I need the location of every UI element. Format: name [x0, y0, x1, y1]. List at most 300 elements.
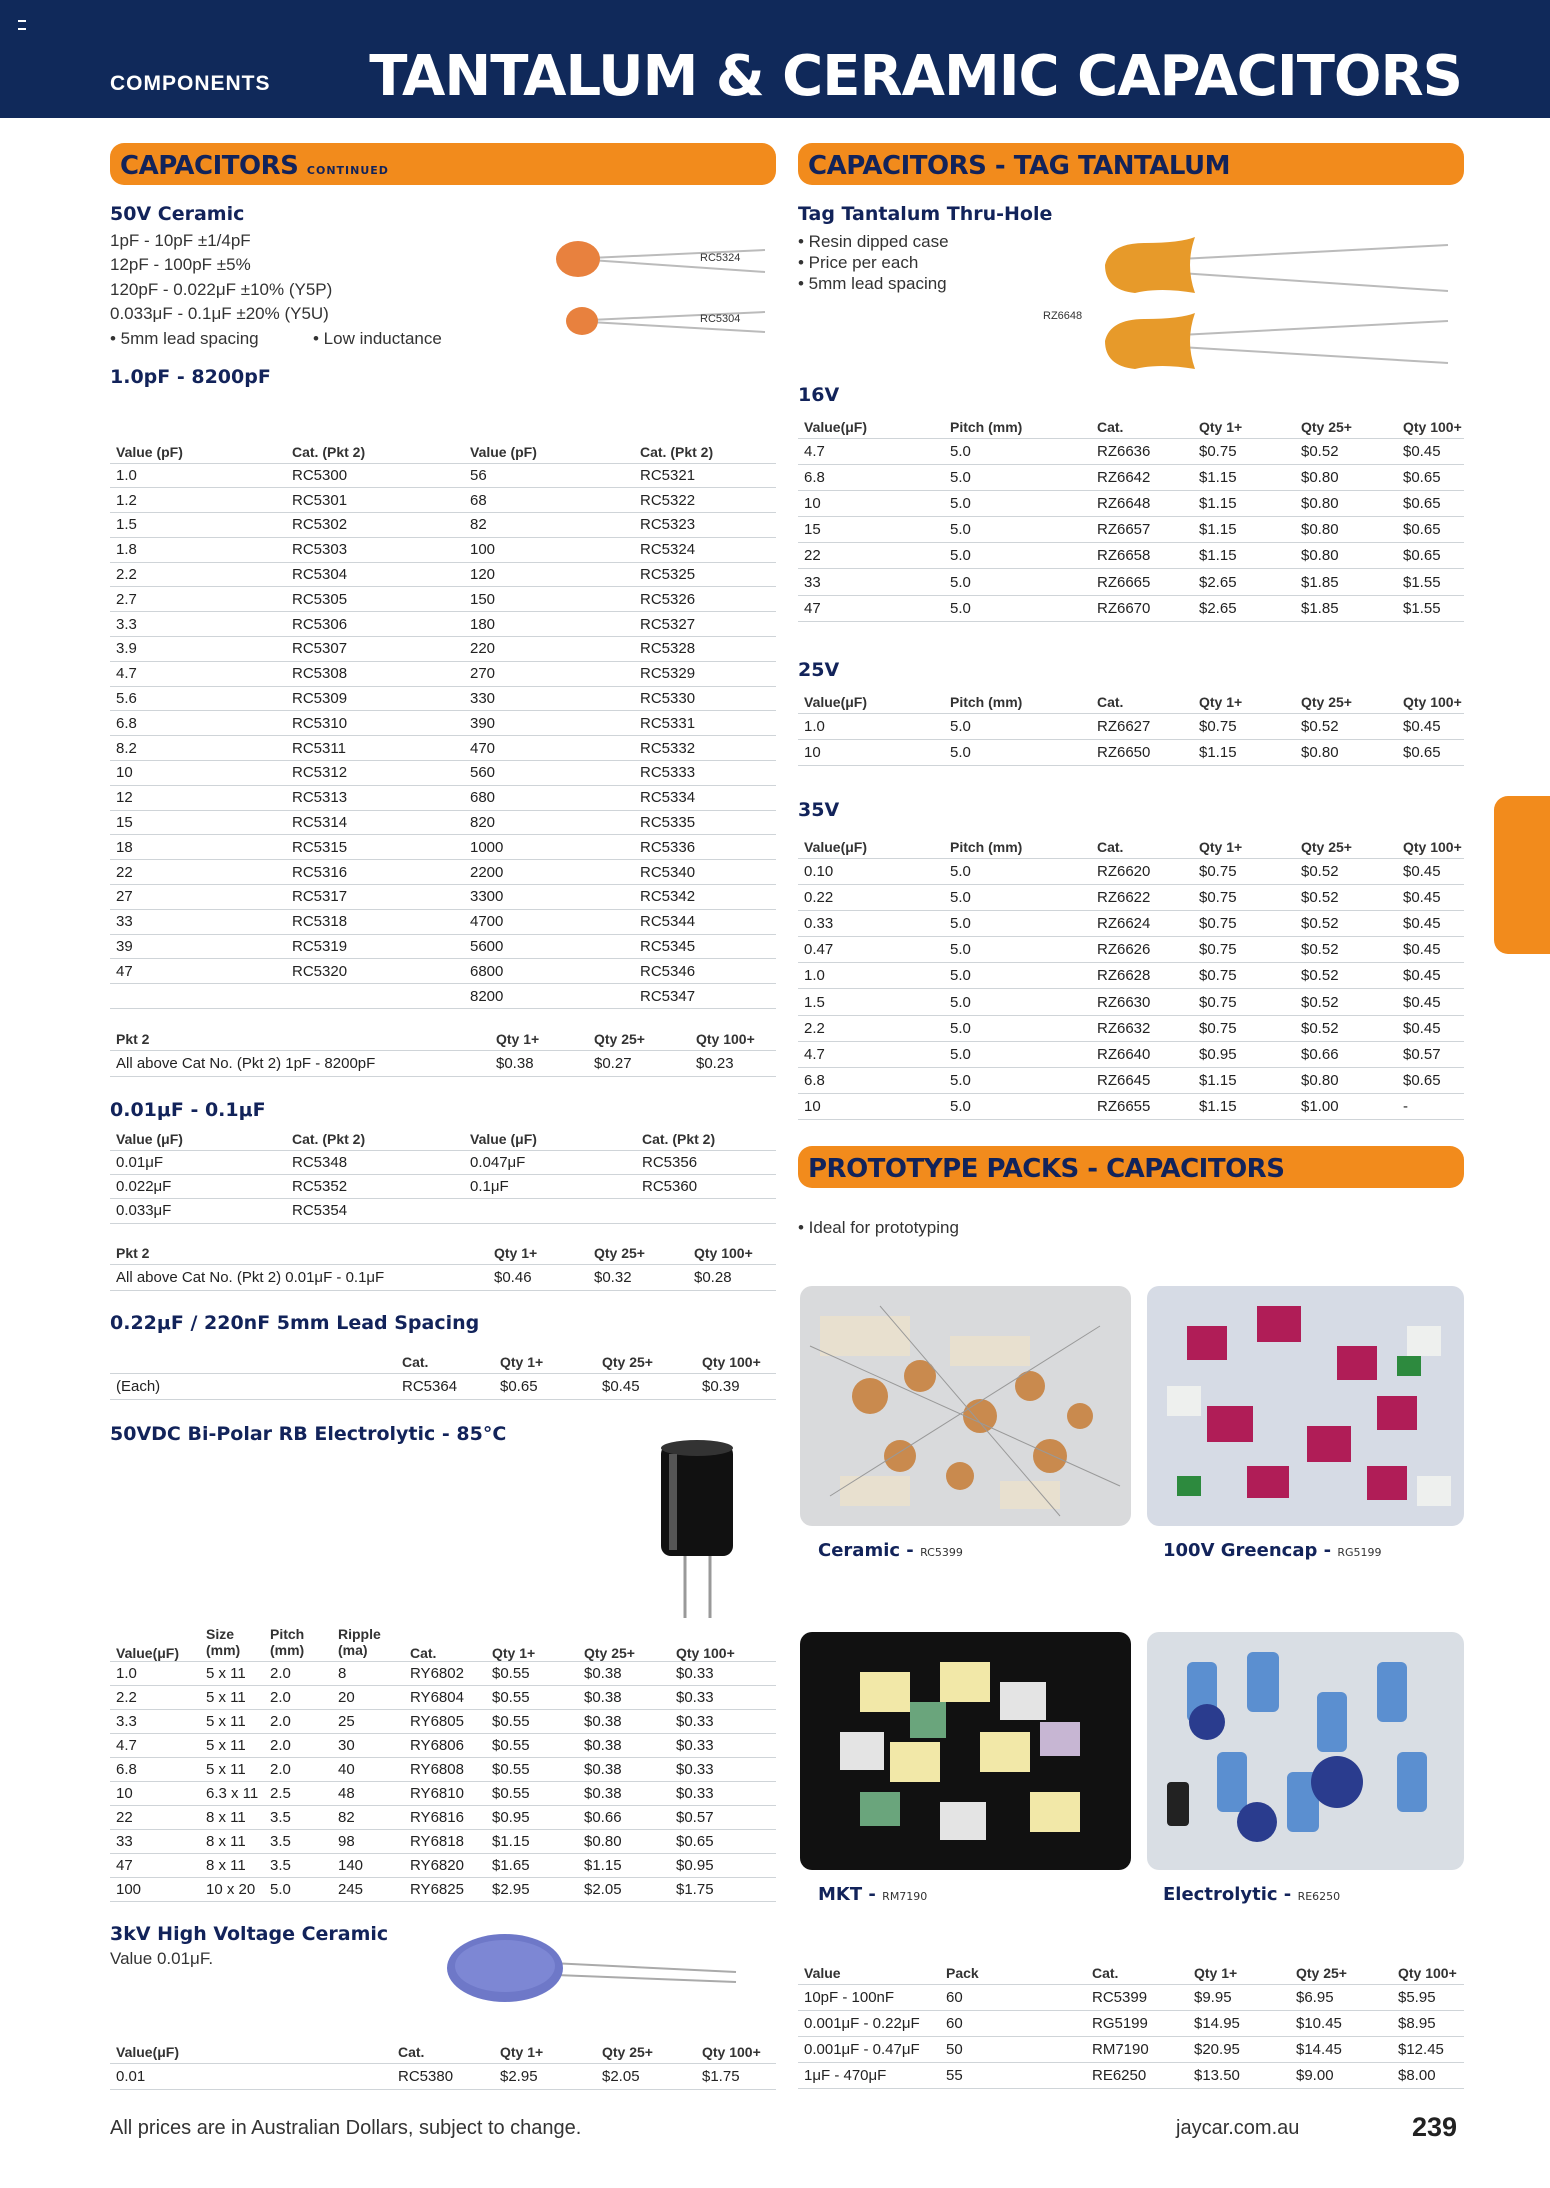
cell: $0.65	[494, 1373, 596, 1399]
table-cell: 4.7	[798, 438, 944, 464]
col-header: Qty 25+	[1295, 691, 1397, 713]
table-cell: 0.10	[798, 858, 944, 884]
table-cell: 2.2	[110, 562, 286, 587]
table-cell: $2.95	[486, 1877, 578, 1901]
table-cell: 1.5	[110, 513, 286, 538]
table-cell: 40	[332, 1757, 404, 1781]
table-cell: 3.3	[110, 1709, 200, 1733]
table-cell: 82	[332, 1805, 404, 1829]
col-header: Pitch (mm)	[944, 416, 1091, 438]
table-cell: 5600	[464, 934, 634, 959]
table-row	[110, 513, 776, 538]
price-cell: $0.38	[490, 1050, 588, 1076]
table-cell: 8 x 11	[200, 1853, 264, 1877]
table-cell: RC5314	[286, 810, 464, 835]
table-cell: $1.00	[1295, 1094, 1397, 1120]
table-cell: $12.45	[1392, 2036, 1464, 2062]
table-cell: RC5315	[286, 835, 464, 860]
table-cell: RZ6630	[1091, 989, 1193, 1015]
banner-continued: CONTINUED	[306, 164, 389, 177]
cell: $0.39	[696, 1373, 776, 1399]
table-cell: RZ6626	[1091, 937, 1193, 963]
image-label: RC5324	[700, 252, 741, 264]
table-cell: 22	[110, 860, 286, 885]
banner-prototype-packs: PROTOTYPE PACKS - CAPACITORS	[798, 1146, 1464, 1188]
col-header: Qty 100+	[690, 1028, 776, 1050]
table-cell: 3.5	[264, 1853, 332, 1877]
footer-note: All prices are in Australian Dollars, subject to change.	[110, 2117, 582, 2139]
price-cell: $0.28	[688, 1264, 776, 1290]
col-header: Qty 100+	[1397, 416, 1464, 438]
table-cell: RZ6645	[1091, 1068, 1193, 1094]
caption-name: 100V Greencap -	[1163, 1540, 1332, 1561]
table-cell: $0.55	[486, 1757, 578, 1781]
table-row	[798, 963, 1464, 989]
table-cell: 820	[464, 810, 634, 835]
table-cell: 6.8	[110, 711, 286, 736]
side-tab[interactable]	[1494, 796, 1550, 954]
price-cell: $0.46	[488, 1264, 588, 1290]
ceramic-pack-photo	[800, 1286, 1131, 1526]
image-label: RZ6648	[1043, 310, 1083, 322]
table-cell: RZ6632	[1091, 1015, 1193, 1041]
col-header: Cat. (Pkt 2)	[636, 1128, 776, 1150]
table-row	[798, 858, 1464, 884]
table-cell: 150	[464, 587, 634, 612]
table-cell: 12	[110, 785, 286, 810]
table-cell: $1.15	[578, 1853, 670, 1877]
table-cell: 47	[798, 595, 944, 621]
table-cell: RC5320	[286, 959, 464, 984]
table-cell: RC5345	[634, 934, 776, 959]
table-cell: RZ6628	[1091, 963, 1193, 989]
table-cell: 0.22	[798, 884, 944, 910]
table-cell: RC5318	[286, 909, 464, 934]
table-row	[110, 1805, 776, 1829]
table-cell: $0.52	[1295, 963, 1397, 989]
table-cell: RY6820	[404, 1853, 486, 1877]
table-cell: RC5360	[636, 1174, 776, 1198]
table-cell: 60	[940, 2010, 1086, 2036]
col-header	[110, 1351, 396, 1373]
table-cell: $2.65	[1193, 595, 1295, 621]
table-cell: 8	[332, 1661, 404, 1685]
bullet: • 5mm lead spacing	[110, 329, 259, 348]
table-cell: $0.52	[1295, 713, 1397, 739]
table-cell: $0.75	[1193, 910, 1295, 936]
col-header: Value(μF)	[798, 691, 944, 713]
table-cell: 8 x 11	[200, 1829, 264, 1853]
table-cell: RC5323	[634, 513, 776, 538]
cell: $0.45	[596, 1373, 696, 1399]
table-cell: 56	[464, 463, 634, 488]
table-cell: RC5336	[634, 835, 776, 860]
table-cell: 8200	[464, 984, 634, 1009]
table-cell: $0.38	[578, 1709, 670, 1733]
table-cell: 82	[464, 513, 634, 538]
table-cell: 39	[110, 934, 286, 959]
col-header: Qty 1+	[494, 2041, 596, 2063]
mkt-pack-photo	[800, 1632, 1131, 1870]
table-cell: 5 x 11	[200, 1757, 264, 1781]
table-row	[798, 1041, 1464, 1067]
table-cell: RZ6627	[1091, 713, 1193, 739]
table-cell: $0.55	[486, 1733, 578, 1757]
cell: RC5380	[392, 2063, 494, 2089]
table-cell: $0.45	[1397, 937, 1464, 963]
table-cell: 10	[798, 490, 944, 516]
col-header: Qty 1+	[1188, 1962, 1290, 1984]
table-row	[110, 1661, 776, 1685]
table-cell: $13.50	[1188, 2062, 1290, 2088]
table-cell: RC5307	[286, 637, 464, 662]
table-row	[110, 637, 776, 662]
table-cell: 10	[110, 761, 286, 786]
table-cell: $0.80	[1295, 490, 1397, 516]
caption-mkt	[818, 1884, 927, 1905]
heading-022uf: 0.22μF / 220nF 5mm Lead Spacing	[110, 1312, 480, 1334]
table-cell: $1.15	[1193, 1068, 1295, 1094]
table-cell: RC5333	[634, 761, 776, 786]
table-row	[798, 438, 1464, 464]
table-cell: 1.2	[110, 488, 286, 513]
col-header: Qty 25+	[578, 1623, 670, 1661]
bullet: • Resin dipped case	[798, 232, 949, 251]
table-cell: RY6808	[404, 1757, 486, 1781]
table-cell: 3.5	[264, 1829, 332, 1853]
table-cell: 5.0	[944, 989, 1091, 1015]
table-cell: RC5354	[286, 1199, 464, 1223]
table-cell: $1.75	[670, 1877, 776, 1901]
table-cell: $9.00	[1290, 2062, 1392, 2088]
table-cell: $0.55	[486, 1685, 578, 1709]
col-header: Value(μF)	[798, 416, 944, 438]
menu-icon[interactable]	[18, 20, 26, 30]
table-cell: $0.80	[1295, 739, 1397, 765]
table-cell: RY6804	[404, 1685, 486, 1709]
table-cell: 1000	[464, 835, 634, 860]
cell: $1.75	[696, 2063, 776, 2089]
table-cell: RZ6657	[1091, 517, 1193, 543]
table-row	[798, 543, 1464, 569]
table-cell: 5.0	[944, 739, 1091, 765]
price-cell: All above Cat No. (Pkt 2) 1pF - 8200pF	[110, 1050, 490, 1076]
table-cell: 60	[940, 1984, 1086, 2010]
table-cell: 5.0	[944, 1068, 1091, 1094]
table-cell: 5.0	[264, 1877, 332, 1901]
table-cell: RC5399	[1086, 1984, 1188, 2010]
table-cell: 2200	[464, 860, 634, 885]
bullet: • Price per each	[798, 253, 919, 272]
table-cell: $0.80	[1295, 1068, 1397, 1094]
table-row	[798, 1068, 1464, 1094]
table-cell: $1.15	[1193, 1094, 1295, 1120]
col-header: Pitch (mm)	[264, 1623, 332, 1661]
table-row	[798, 569, 1464, 595]
table-cell: RC5325	[634, 562, 776, 587]
spec-line: 0.033μF - 0.1μF ±20% (Y5U)	[110, 304, 329, 323]
table-cell: 120	[464, 562, 634, 587]
table-cell: 5.0	[944, 595, 1091, 621]
table-cell: $1.15	[1193, 543, 1295, 569]
col-header: Ripple (ma)	[332, 1623, 404, 1661]
table-cell: 0.047μF	[464, 1150, 636, 1174]
table-cell: 30	[332, 1733, 404, 1757]
table-cell: RY6806	[404, 1733, 486, 1757]
col-header: Value(μF)	[798, 836, 944, 858]
table-cell: 10	[798, 739, 944, 765]
table-cell: $0.65	[670, 1829, 776, 1853]
table-row	[110, 761, 776, 786]
price-cell: $0.23	[690, 1050, 776, 1076]
table-cell	[286, 984, 464, 1009]
table-cell: RZ6642	[1091, 464, 1193, 490]
table-cell: RZ6636	[1091, 438, 1193, 464]
table-row	[110, 488, 776, 513]
table-cell: $0.75	[1193, 438, 1295, 464]
table-cell: 0.47	[798, 937, 944, 963]
col-header: Qty 25+	[1295, 836, 1397, 858]
table-cell: 10	[798, 1094, 944, 1120]
col-header: Pack	[940, 1962, 1086, 1984]
table-cell: 6.8	[110, 1757, 200, 1781]
table-cell: $1.85	[1295, 595, 1397, 621]
table-cell: RY6816	[404, 1805, 486, 1829]
table-cell: RC5344	[634, 909, 776, 934]
col-header: Qty 25+	[1295, 416, 1397, 438]
table-cell: 2.2	[110, 1685, 200, 1709]
table-cell: 4.7	[110, 1733, 200, 1757]
table-cell: $0.66	[578, 1805, 670, 1829]
table-cell: $0.65	[1397, 517, 1464, 543]
table-cell: 6.8	[798, 1068, 944, 1094]
table-row	[798, 739, 1464, 765]
table-cell: RC5313	[286, 785, 464, 810]
table-row	[110, 860, 776, 885]
heading-35v: 35V	[798, 799, 840, 821]
table-cell: 5.0	[944, 1015, 1091, 1041]
cell: RC5364	[396, 1373, 494, 1399]
tantalum-16v-table	[798, 416, 1464, 622]
caption-ceramic	[818, 1540, 963, 1561]
table-cell: 1.0	[798, 713, 944, 739]
table-cell: RZ6622	[1091, 884, 1193, 910]
table-cell: RC5312	[286, 761, 464, 786]
table-cell: 0.01μF	[110, 1150, 286, 1174]
table-cell: RM7190	[1086, 2036, 1188, 2062]
col-header: Cat.	[396, 1351, 494, 1373]
table-cell: 22	[798, 543, 944, 569]
table-row	[110, 686, 776, 711]
table-cell: RC5356	[636, 1150, 776, 1174]
table-cell: RC5311	[286, 736, 464, 761]
table-cell: 5 x 11	[200, 1709, 264, 1733]
table-cell: RC5335	[634, 810, 776, 835]
header-bar	[0, 0, 1550, 118]
table-cell: $0.45	[1397, 910, 1464, 936]
table-cell: RZ6655	[1091, 1094, 1193, 1120]
table-cell: 3.3	[110, 612, 286, 637]
table-row	[798, 713, 1464, 739]
table-cell: 0.022μF	[110, 1174, 286, 1198]
col-header: Qty 100+	[696, 2041, 776, 2063]
table-cell: $0.75	[1193, 713, 1295, 739]
table-cell: $10.45	[1290, 2010, 1392, 2036]
table-cell: 5.0	[944, 543, 1091, 569]
tantalum-25v-table	[798, 691, 1464, 766]
table-cell: $0.38	[578, 1685, 670, 1709]
col-header: Cat.	[1086, 1962, 1188, 1984]
caption-cat: RE6250	[1297, 1890, 1341, 1903]
table-cell: 15	[110, 810, 286, 835]
table-cell: $0.38	[578, 1661, 670, 1685]
table-cell: 8.2	[110, 736, 286, 761]
heading-1pf-8200pf: 1.0pF - 8200pF	[110, 366, 271, 388]
electrolytic-capacitor-image	[655, 1440, 740, 1620]
table-cell: 0.001μF - 0.47μF	[798, 2036, 940, 2062]
col-header: Cat.	[1091, 691, 1193, 713]
table-row	[110, 810, 776, 835]
table-row	[110, 835, 776, 860]
table-cell: $0.33	[670, 1757, 776, 1781]
table-cell: $8.95	[1392, 2010, 1464, 2036]
table-cell: $0.95	[486, 1805, 578, 1829]
table-cell: 2.0	[264, 1661, 332, 1685]
table-row	[110, 711, 776, 736]
table-cell: $0.95	[670, 1853, 776, 1877]
table-row	[110, 1685, 776, 1709]
table-cell: $14.45	[1290, 2036, 1392, 2062]
table-cell: $1.65	[486, 1853, 578, 1877]
table-cell: $0.57	[1397, 1041, 1464, 1067]
table-cell: 6800	[464, 959, 634, 984]
table-cell: $0.38	[578, 1781, 670, 1805]
table-cell: RY6805	[404, 1709, 486, 1733]
table-cell: 15	[798, 517, 944, 543]
table-cell: 470	[464, 736, 634, 761]
table-cell: $0.33	[670, 1685, 776, 1709]
table-cell: 3.9	[110, 637, 286, 662]
table-cell: $0.33	[670, 1781, 776, 1805]
caption-greencap	[1163, 1540, 1382, 1561]
table-cell: 3.5	[264, 1805, 332, 1829]
table-row	[798, 1984, 1464, 2010]
table-cell: 5.0	[944, 963, 1091, 989]
page-number: 239	[1412, 2112, 1458, 2142]
table-cell: $0.75	[1193, 989, 1295, 1015]
table-cell: 2.0	[264, 1757, 332, 1781]
tantalum-capacitor-image	[1100, 235, 1450, 375]
table-cell: $0.33	[670, 1709, 776, 1733]
table-cell: RC5334	[634, 785, 776, 810]
col-header: Qty 25+	[596, 2041, 696, 2063]
table-cell: $0.55	[486, 1709, 578, 1733]
table-row	[798, 1015, 1464, 1041]
table-row	[110, 785, 776, 810]
hv-table	[110, 2041, 776, 2090]
table-cell: $0.80	[1295, 464, 1397, 490]
table-row	[110, 612, 776, 637]
heading-50v-ceramic: 50V Ceramic	[110, 203, 245, 225]
footer-site-link[interactable]: jaycar.com.au	[1176, 2117, 1300, 2139]
table-cell: 2.0	[264, 1733, 332, 1757]
table-cell	[636, 1199, 776, 1223]
table-cell: 140	[332, 1853, 404, 1877]
col-header: Qty 1+	[1193, 691, 1295, 713]
table-row	[798, 517, 1464, 543]
table-cell: 100	[464, 537, 634, 562]
col-header: Cat.	[1091, 836, 1193, 858]
col-header: Value (μF)	[110, 1128, 286, 1150]
price-cell: All above Cat No. (Pkt 2) 0.01μF - 0.1μF	[110, 1264, 488, 1290]
table-cell: 33	[110, 1829, 200, 1853]
table-cell: $1.15	[1193, 464, 1295, 490]
table-cell: RC5331	[634, 711, 776, 736]
table-cell: 5.0	[944, 517, 1091, 543]
table-row	[110, 885, 776, 910]
table-cell: $0.66	[1295, 1041, 1397, 1067]
banner-tag-tantalum: CAPACITORS - TAG TANTALUM	[798, 143, 1464, 185]
table-row	[798, 2062, 1464, 2088]
table-cell: RC5324	[634, 537, 776, 562]
col-header: Pitch (mm)	[944, 836, 1091, 858]
table-cell	[110, 984, 286, 1009]
table-cell: 98	[332, 1829, 404, 1853]
table-row	[110, 736, 776, 761]
col-header: Cat.	[392, 2041, 494, 2063]
table-cell: $0.65	[1397, 739, 1464, 765]
table-cell: RC5346	[634, 959, 776, 984]
table-cell: $0.75	[1193, 937, 1295, 963]
table-cell: $0.45	[1397, 884, 1464, 910]
table-cell: 5 x 11	[200, 1733, 264, 1757]
table-cell: RC5316	[286, 860, 464, 885]
table-row	[110, 1781, 776, 1805]
hv-ceramic-image	[440, 1930, 740, 2010]
table-cell: RC5328	[634, 637, 776, 662]
caption-electrolytic	[1163, 1884, 1340, 1905]
table-cell: $0.45	[1397, 1015, 1464, 1041]
col-header: Qty 1+	[488, 1242, 588, 1264]
table-cell: 6.8	[798, 464, 944, 490]
table-cell: RC5300	[286, 463, 464, 488]
table-row	[110, 909, 776, 934]
electrolytic-pack-photo	[1147, 1632, 1464, 1870]
table-cell: RC5319	[286, 934, 464, 959]
table-cell: -	[1397, 1094, 1464, 1120]
col-header: Qty 100+	[670, 1623, 776, 1661]
table-cell: RZ6640	[1091, 1041, 1193, 1067]
table-cell: 4.7	[798, 1041, 944, 1067]
table-cell: 25	[332, 1709, 404, 1733]
col-header: Qty 25+	[588, 1028, 690, 1050]
table-cell: 5.6	[110, 686, 286, 711]
table-row	[798, 910, 1464, 936]
col-header: Qty 1+	[1193, 416, 1295, 438]
table-cell: $0.65	[1397, 464, 1464, 490]
table-cell: 48	[332, 1781, 404, 1805]
col-header: Qty 100+	[696, 1351, 776, 1373]
hv-value-line: Value 0.01μF.	[110, 1949, 214, 1968]
col-header: Value	[798, 1962, 940, 1984]
table-cell: $1.15	[486, 1829, 578, 1853]
table-cell: $0.45	[1397, 963, 1464, 989]
table-cell: RC5321	[634, 463, 776, 488]
table-cell: $0.45	[1397, 438, 1464, 464]
table-row	[110, 1877, 776, 1901]
table-cell: $0.52	[1295, 1015, 1397, 1041]
table-cell: RZ6665	[1091, 569, 1193, 595]
